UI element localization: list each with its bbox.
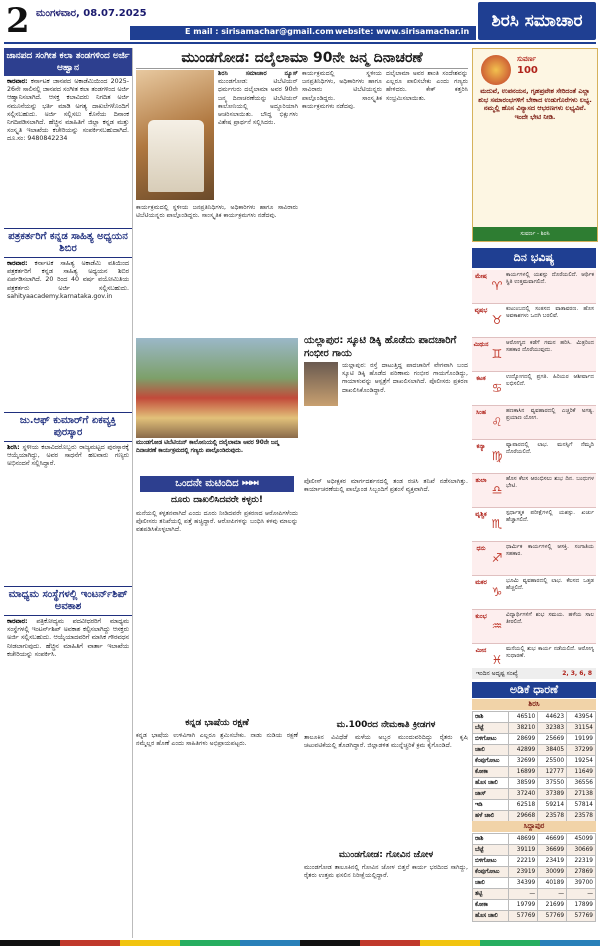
- price-value: 22319: [567, 856, 596, 867]
- price-value: 46699: [538, 834, 567, 845]
- masthead: [0, 0, 600, 44]
- market-title: ಅಡಿಕೆ ಧಾರಣೆ: [472, 682, 596, 698]
- variety-name: ಬಿಳಿಗೋಟು: [473, 856, 509, 867]
- horoscope-row: [472, 610, 596, 644]
- zodiac-icon: ♏: [491, 517, 503, 531]
- main-body-a: [218, 70, 298, 200]
- price-value: 19799: [509, 900, 538, 911]
- sign-prediction: ಭೂಮಿ ವ್ಯವಹಾರದಲ್ಲಿ ಲಾಭ. ಕೆಲಸದ ಒತ್ತಡ ಹೆಚ್ಚಲಿದೆ.: [506, 578, 594, 591]
- price-value: 28699: [509, 734, 538, 745]
- lucky-label: ಇಂದಿನ ಅದೃಷ್ಟ ಸಂಖ್ಯೆ: [476, 670, 518, 677]
- price-row: [473, 745, 596, 756]
- story1-body: [4, 76, 132, 228]
- price-value: 25669: [538, 734, 567, 745]
- price-value: 32699: [509, 756, 538, 767]
- ad-number: 100: [517, 65, 538, 76]
- variety-name: ಕೋಕಾ: [473, 900, 509, 911]
- ad-footer: ಸುವರ್ಣ - ಶಿರಸಿ: [473, 227, 597, 241]
- sign-name: ಧನು: [476, 545, 486, 552]
- zodiac-icon: ♍: [491, 449, 503, 463]
- price-row: [473, 834, 596, 845]
- price-value: 27138: [567, 789, 596, 800]
- price-value: 23419: [538, 856, 567, 867]
- zodiac-icon: ♊: [491, 347, 503, 361]
- sign-prediction: ಕಾರ್ಯಗಳಲ್ಲಿ ಯಶಸ್ಸು ದೊರೆಯಲಿದೆ. ಆರ್ಥಿಕ ಸ್ಥಿತಿ ಉತ್ತಮವಾಗಲಿದೆ.: [506, 272, 594, 285]
- sign-name: ಸಿಂಹ: [475, 409, 486, 416]
- sign-prediction: ಧಾರ್ಮಿಕ ಕಾರ್ಯಗಳಲ್ಲಿ ಆಸಕ್ತಿ. ಸಂಗಾತಿಯ ಸಹಕಾರ.: [506, 544, 594, 557]
- price-row: [473, 767, 596, 778]
- story4-lead: ಕಾರವಾರ:: [7, 618, 28, 625]
- price-value: 12777: [538, 767, 567, 778]
- price-value: 30099: [538, 867, 567, 878]
- horoscope-row: [472, 576, 596, 610]
- main-body-c: ದಲೈಲಾಮಾ ಅವರ ಶಾಂತಿ ಸಂದೇಶವನ್ನು ಎಲ್ಲರೂ ಪಾಲಿಸಬೇಕು ಎಂದು ಗಣ್ಯರು ಹೇಳಿದರು. ಕೇಕ್ ಕತ್ತರಿಸಿ ಸಂಭ್ರಮಿಸಲಾಯಿತು.: [386, 70, 468, 102]
- variety-name: ಇಡಿ: [473, 800, 509, 811]
- story2-body: [4, 258, 132, 412]
- advertisement: [472, 48, 598, 242]
- price-value: 62518: [509, 800, 538, 811]
- story2-headline-main: ಯಲ್ಲಾಪುರ: ಸ್ಕೂಟಿ ಡಿಕ್ಕಿ ಹೊಡೆದು ಪಾದಚಾರಿಗೆ ಗಂಭೀರ ಗಾಯ: [304, 335, 457, 359]
- zodiac-icon: ♉: [491, 313, 503, 327]
- story2-text-main: ಯಲ್ಲಾಪುರ: ರಸ್ತೆ ದಾಟುತ್ತಿದ್ದ ಪಾದಚಾರಿಗೆ ವೇಗವಾಗಿ ಬಂದ ಸ್ಕೂಟಿ ಡಿಕ್ಕಿ ಹೊಡೆದ ಪರಿಣಾಮ ಗಂಭೀರ ಗಾಯಗೊಂಡಿದ್ದು, ಗಾಯಾಳುವನ್ನು ಆಸ್ಪತ್ರೆಗೆ ದಾಖಲಿಸಲಾಗಿದೆ. ಪೊಲೀಸರು ಪ್ರಕರಣ ದಾಖಲಿಸಿಕೊಂಡಿದ್ದಾರೆ.: [342, 362, 468, 394]
- variety-name: ಜಾಸ್: [473, 789, 509, 800]
- story4-body: [4, 616, 132, 950]
- price-value: —: [567, 889, 596, 900]
- price-value: 19254: [567, 756, 596, 767]
- horoscope-row: [472, 474, 596, 508]
- price-row: [473, 811, 596, 822]
- ad-title: ಸುವರ್ಣ: [517, 55, 537, 63]
- horoscope-row: [472, 508, 596, 542]
- price-row: [473, 889, 596, 900]
- website-text: website: www.sirisamachar.in: [335, 27, 470, 36]
- masthead-rule: [4, 42, 596, 44]
- price-value: 57769: [538, 911, 567, 922]
- price-value: —: [538, 889, 567, 900]
- zodiac-icon: ♐: [491, 551, 503, 565]
- sign-name: ಕನ್ಯಾ: [476, 443, 486, 450]
- variety-name: ರಾಶಿ: [473, 834, 509, 845]
- horoscope-row: [472, 440, 596, 474]
- color-strip: [0, 940, 600, 946]
- price-value: 40189: [538, 878, 567, 889]
- box3-headline: ಕನ್ನಡ ಭಾಷೆಯ ರಕ್ಷಣೆ: [185, 718, 249, 728]
- price-row: [473, 778, 596, 789]
- main-text-a: ಮುಂಡಗೋಡ: ಟಿಬೆಟಿಯನ್ ಧರ್ಮಗುರು ದಲೈಲಾಮಾ ಅವರ 90ನೇ ಜನ್ಮ ದಿನಾಚರಣೆಯನ್ನು ಟಿಬೆಟಿಯನ್ ಕಾಲೋನಿಯಲ್ಲಿ ಅದ್ದೂರಿಯಾಗಿ ಆಚರಿಸಲಾಯಿತು. ಬೌದ್ಧ ಭಿಕ್ಷುಗಳು ವಿಶೇಷ ಪ್ರಾರ್ಥನೆ ಸಲ್ಲಿಸಿದರು.: [218, 78, 298, 127]
- event-photo: [136, 70, 214, 200]
- box4-text: ಮುಂಡಗೋಡ ತಾಲೂಕಿನಲ್ಲಿ ಗೋವಿನ ಜೋಳ ಬಿತ್ತನೆ ಕಾರ್ಯ ಭರದಿಂದ ಸಾಗಿದ್ದು, ರೈತರು ಉತ್ತಮ ಫಸಲಿನ ನಿರೀಕ್ಷೆಯಲ್ಲಿದ್ದಾರೆ.: [304, 864, 468, 880]
- zodiac-icon: ♌: [491, 415, 503, 429]
- price-value: 37240: [509, 789, 538, 800]
- variety-name: ಬಿಳಿಗೋಟು: [473, 734, 509, 745]
- siddapur-market-label: ಸಿದ್ದಾಪುರ: [472, 821, 596, 832]
- price-value: 23578: [567, 811, 596, 822]
- variety-name: ರಾಶಿ: [473, 712, 509, 723]
- price-value: 27869: [567, 867, 596, 878]
- price-value: 43954: [567, 712, 596, 723]
- price-value: 48699: [509, 834, 538, 845]
- story3-headline: ಜು.ಆಫ್ ಕುಮಾರ್‌ಗೆ ಏಕವ್ಯಕ್ತಿ ಪುರಸ್ಕಾರ: [4, 412, 132, 442]
- price-value: 38599: [509, 778, 538, 789]
- variety-name: ತಟ್ಟಿ: [473, 889, 509, 900]
- box2-text: ತಾಲೂಕಿನ ವಿವಿಧೆಡೆ ಮಳೆಯ ಅಬ್ಬರ ಮುಂದುವರಿದಿದ್ದು ರೈತರು ಕೃಷಿ ಚಟುವಟಿಕೆಯಲ್ಲಿ ತೊಡಗಿದ್ದಾರೆ. ಜಿಲ್ಲಾಡಳಿತ ಮುನ್ನೆಚ್ಚರಿಕೆ ಕ್ರಮ ಕೈಗೊಂಡಿದೆ.: [304, 734, 468, 750]
- price-value: 23919: [509, 867, 538, 878]
- story3-body: [4, 442, 132, 586]
- horoscope-title: ದಿನ ಭವಿಷ್ಯ: [472, 248, 596, 268]
- sirsi-price-table: [472, 711, 596, 822]
- price-value: 37299: [567, 745, 596, 756]
- horoscope-row: [472, 338, 596, 372]
- price-value: 57769: [509, 911, 538, 922]
- lucky-values: 2, 3, 6, 8: [562, 670, 592, 677]
- sign-prediction: ಉದ್ಯೋಗದಲ್ಲಿ ಪ್ರಗತಿ. ಹಿರಿಯರ ಆಶೀರ್ವಾದ ಲಭಿಸಲಿದೆ.: [506, 374, 594, 387]
- price-row: [473, 789, 596, 800]
- zodiac-icon: ♓: [491, 653, 503, 667]
- price-row: [473, 856, 596, 867]
- price-value: 31154: [567, 723, 596, 734]
- price-value: 22219: [509, 856, 538, 867]
- price-value: 11649: [567, 767, 596, 778]
- main-column: [136, 48, 468, 938]
- box4-headline: ಮುಂಡಗೋಡ: ಗೋವಿನ ಜೋಳ: [338, 850, 434, 860]
- sign-name: ಮಿಥುನ: [473, 341, 489, 348]
- email-text: E mail : sirisamachar@gmail.com: [185, 27, 334, 36]
- zodiac-icon: ♎: [491, 483, 503, 497]
- price-value: 38405: [538, 745, 567, 756]
- variety-name: ಚಾಲಿ: [473, 745, 509, 756]
- zodiac-icon: ♈: [491, 279, 503, 293]
- variety-name: ಹೊಸ ಚಾಲಿ: [473, 911, 509, 922]
- price-row: [473, 712, 596, 723]
- variety-name: ಬೆಟ್ಟೆ: [473, 845, 509, 856]
- date-line: ಮಂಗಳವಾರ, 08.07.2025: [36, 8, 147, 19]
- person-photo: [304, 362, 338, 406]
- sign-prediction: ಹೊಸ ಕೆಲಸ ಆರಂಭಿಸಲು ಶುಭ ದಿನ. ಬಂಧುಗಳ ಭೇಟಿ.: [506, 476, 594, 489]
- price-row: [473, 878, 596, 889]
- continued-text-b: ಪೊಲೀಸ್ ಅಧೀಕ್ಷಕರ ಮಾರ್ಗದರ್ಶನದಲ್ಲಿ ತಂಡ ರಚಿಸಿ ತನಿಖೆ ನಡೆಸಲಾಗಿತ್ತು. ಕಾರ್ಯಾಚರಣೆಯಲ್ಲಿ ಪಾಲ್ಗೊಂಡ ಸಿಬ್ಬಂದಿಗೆ ಪ್ರಶಂಸೆ ವ್ಯಕ್ತವಾಗಿದೆ.: [304, 478, 468, 494]
- right-column: [472, 48, 596, 938]
- deity-icon: [481, 55, 511, 85]
- ad-text: ಮದುವೆ, ಉಪನಯನ, ಗೃಹಪ್ರವೇಶ ಸೇರಿದಂತೆ ಎಲ್ಲಾ ಶುಭ ಸಮಾರಂಭಗಳಿಗೆ ಬೇಕಾದ ಉಡುಗೊರೆಗಳು ಲಭ್ಯ. ನಮ್ಮಲ್ಲಿ ಹೊಸ ವಿನ್ಯಾಸದ ಆಭರಣಗಳು ಲಭ್ಯವಿವೆ. ಇಂದೇ ಭೇಟಿ ನೀಡಿ.: [478, 87, 592, 121]
- zodiac-icon: ♑: [491, 585, 503, 599]
- price-row: [473, 756, 596, 767]
- photo-caption: ಮುಂಡಗೋಡ ಟಿಬೆಟಿಯನ್ ಕಾಲೋನಿಯಲ್ಲಿ ದಲೈಲಾಮಾ ಅವರ 90ನೇ ಜನ್ಮ ದಿನಾಚರಣೆ ಕಾರ್ಯಕ್ರಮದಲ್ಲಿ ಗಣ್ಯರು ಪಾಲ್ಗೊಂಡಿರುವುದು.: [136, 440, 279, 454]
- price-value: 44623: [538, 712, 567, 723]
- price-value: 34399: [509, 878, 538, 889]
- price-value: 21699: [538, 900, 567, 911]
- horoscope-row: [472, 270, 596, 304]
- continued-banner: ಒಂದನೇ ಮಟಿಂದಿದ ⏭⏭: [140, 476, 294, 492]
- price-value: 46510: [509, 712, 538, 723]
- main-headline: ಮುಂಡಗೋಡ: ದಲೈಲಾಮಾ 90ನೇ ಜನ್ಮ ದಿನಾಚರಣೆ: [136, 48, 468, 69]
- price-value: 25500: [538, 756, 567, 767]
- story2-text: ಕರ್ನಾಟಕ ಸಾಹಿತ್ಯ ಅಕಾಡೆಮಿ ವತಿಯಿಂದ ಪತ್ರಕರ್ತರಿಗೆ ಕನ್ನಡ ಸಾಹಿತ್ಯ ಅಧ್ಯಯನ ಶಿಬಿರ ಏರ್ಪಡಿಸಲಾಗಿದೆ. 20 ರಿಂದ 40 ವರ್ಷ ವಯೋಮಿತಿಯ ಪತ್ರಕರ್ತರು ಅರ್ಜಿ ಸಲ್ಲಿಸಬಹುದು. sahityaacademy.karnataka.gov.in: [7, 260, 129, 300]
- price-row: [473, 734, 596, 745]
- price-value: 57769: [567, 911, 596, 922]
- sign-prediction: ಕುಟುಂಬದಲ್ಲಿ ಸಂತಸದ ವಾತಾವರಣ. ಹೊಸ ಅವಕಾಶಗಳು ಒದಗಿ ಬರಲಿವೆ.: [506, 306, 594, 319]
- story1-headline: ಜಾನಪದ ಸಂಗೀತ ಕಲಾ ತಂಡಗಳಿಂದ ಅರ್ಜಿ ಆಹ್ವಾನ: [4, 48, 132, 76]
- sign-prediction: ಮನೆಯಲ್ಲಿ ಶುಭ ಕಾರ್ಯ ನಡೆಯಲಿದೆ. ಆರೋಗ್ಯ ಸುಧಾರಣೆ.: [506, 646, 594, 659]
- sirsi-market-label: ಶಿರಸಿ: [472, 699, 596, 710]
- box2-headline: ಮ.100ರದ ನೇಮಕಾತಿ ಕ್ರೀಡಗಳ: [336, 720, 436, 730]
- main-body-b: ಕಾರ್ಯಕ್ರಮದಲ್ಲಿ ಸ್ಥಳೀಯ ಜನಪ್ರತಿನಿಧಿಗಳು, ಅಧಿಕಾರಿಗಳು ಹಾಗೂ ಸಾವಿರಾರು ಟಿಬೆಟಿಯನ್ನರು ಪಾಲ್ಗೊಂಡಿದ್ದರು. ಸಾಂಸ್ಕೃತಿಕ ಕಾರ್ಯಕ್ರಮಗಳು ನಡೆದವು.: [302, 70, 382, 110]
- price-value: 37389: [538, 789, 567, 800]
- sign-name: ಮಕರ: [475, 579, 487, 586]
- price-row: [473, 723, 596, 734]
- price-value: 16899: [509, 767, 538, 778]
- page-number: 2: [6, 1, 30, 41]
- variety-name: ಕೋಕಾ: [473, 767, 509, 778]
- cake-image: [148, 120, 204, 192]
- price-row: [473, 911, 596, 922]
- left-column: [4, 48, 133, 938]
- story3-lead: ಶಿರಸಿ:: [7, 444, 20, 451]
- price-value: 38210: [509, 723, 538, 734]
- price-value: 32383: [538, 723, 567, 734]
- variety-name: ಕೆಂಪುಗೋಟು: [473, 867, 509, 878]
- price-value: 36699: [538, 845, 567, 856]
- horoscope-row: [472, 542, 596, 576]
- main-body-d: ಕಾರ್ಯಕ್ರಮದಲ್ಲಿ ಸ್ಥಳೀಯ ಜನಪ್ರತಿನಿಧಿಗಳು, ಅಧಿಕಾರಿಗಳು ಹಾಗೂ ಸಾವಿರಾರು ಟಿಬೆಟಿಯನ್ನರು ಪಾಲ್ಗೊಂಡಿದ್ದರು. ಸಾಂಸ್ಕೃತಿಕ ಕಾರ್ಯಕ್ರಮಗಳು ನಡೆದವು.: [136, 204, 298, 220]
- zodiac-icon: ♋: [491, 381, 503, 395]
- horoscope-row: [472, 406, 596, 440]
- price-value: 57814: [567, 800, 596, 811]
- horoscope-list: [472, 270, 596, 678]
- siddapur-price-table: [472, 833, 596, 922]
- story1-text: ಕರ್ನಾಟಕ ಜಾನಪದ ಅಕಾಡೆಮಿಯಿಂದ 2025-26ನೇ ಸಾಲಿನಲ್ಲಿ ಜಾನಪದ ಸಂಗೀತ ಕಲಾ ತಂಡಗಳಿಂದ ಅರ್ಜಿ ಆಹ್ವಾನಿಸಲಾಗಿದೆ. ಆಸಕ್ತ ಕಲಾವಿದರು ನಿಗದಿತ ಅರ್ಜಿ ನಮೂನೆಯನ್ನು ಭರ್ತಿ ಮಾಡಿ ಅಗತ್ಯ ದಾಖಲೆಗಳೊಂದಿಗೆ ಸಲ್ಲಿಸಬಹುದು. ಅರ್ಜಿ ಸಲ್ಲಿಸಲು ಕೊನೆಯ ದಿನಾಂಕ ನಿಗದಿಪಡಿಸಲಾಗಿದೆ. ಹೆಚ್ಚಿನ ಮಾಹಿತಿಗೆ ಜಿಲ್ಲಾ ಕನ್ನಡ ಮತ್ತು ಸಂಸ್ಕೃತಿ ಇಲಾಖೆಯ ಕಚೇರಿಯನ್ನು ಸಂಪರ್ಕಿಸಬಹುದಾಗಿದೆ. ದೂ.ಸಂ: 9480842234: [7, 78, 129, 143]
- price-row: [473, 800, 596, 811]
- price-value: 36556: [567, 778, 596, 789]
- main-lead: ಶಿರಸಿ ಸಮಾಚಾರ ನ್ಯೂಸ್: [218, 70, 298, 77]
- price-value: —: [509, 889, 538, 900]
- sign-prediction: ಹಣಕಾಸಿನ ವ್ಯವಹಾರದಲ್ಲಿ ಎಚ್ಚರಿಕೆ ಅಗತ್ಯ. ಪ್ರಯಾಣ ಯೋಗ.: [506, 408, 594, 421]
- sign-prediction: ಸ್ಪರ್ಧಾತ್ಮಕ ಪರೀಕ್ಷೆಗಳಲ್ಲಿ ಯಶಸ್ಸು. ಖರ್ಚು ಹೆಚ್ಚಾಗಲಿದೆ.: [506, 510, 594, 523]
- variety-name: ಚಾಲಿ: [473, 878, 509, 889]
- story2-lead: ಕಾರವಾರ:: [7, 260, 28, 267]
- price-value: 19199: [567, 734, 596, 745]
- price-value: 23578: [538, 811, 567, 822]
- sign-name: ವೃಷಭ: [474, 307, 488, 314]
- price-value: 30669: [567, 845, 596, 856]
- story3-text: ಸ್ಥಳೀಯ ಕಲಾವಿದರೊಬ್ಬರು ರಾಜ್ಯಮಟ್ಟದ ಪುರಸ್ಕಾರಕ್ಕೆ ಆಯ್ಕೆಯಾಗಿದ್ದು, ಅವರ ಸಾಧನೆಗೆ ಹಲವಾರು ಗಣ್ಯರು ಅಭಿನಂದನೆ ಸಲ್ಲಿಸಿದ್ದಾರೆ.: [7, 444, 129, 468]
- price-value: 17899: [567, 900, 596, 911]
- price-row: [473, 867, 596, 878]
- variety-name: ಬೆಟ್ಟೆ: [473, 723, 509, 734]
- sign-name: ಕುಂಭ: [475, 613, 487, 620]
- sign-name: ಕಟಕ: [476, 375, 486, 382]
- continued-text-a: ಮನೆಯಲ್ಲಿ ಕಳ್ಳತನವಾಗಿದೆ ಎಂದು ದೂರು ನೀಡಿದವರೇ ಪ್ರಕರಣದ ಆರೋಪಿಗಳೆಂದು ಪೊಲೀಸರು ತನಿಖೆಯಲ್ಲಿ ಪತ್ತೆ ಹಚ್ಚಿದ್ದಾರೆ. ಆರೋಪಿಗಳನ್ನು ಬಂಧಿಸಿ ಕಳವು ಮಾಲನ್ನು ವಶಪಡಿಸಿಕೊಳ್ಳಲಾಗಿದೆ.: [136, 510, 298, 534]
- sign-prediction: ವ್ಯಾಪಾರದಲ್ಲಿ ಲಾಭ. ಮನಸ್ಸಿಗೆ ನೆಮ್ಮದಿ ದೊರೆಯಲಿದೆ.: [506, 442, 594, 455]
- price-value: 59214: [538, 800, 567, 811]
- zodiac-icon: ♒: [491, 619, 503, 633]
- price-value: 42899: [509, 745, 538, 756]
- continued-subhead: ದೂರು ದಾಖಲಿಸಿದವರೇ ಕಳ್ಳರು!: [170, 495, 264, 505]
- price-value: 39700: [567, 878, 596, 889]
- ceremony-photo: [136, 338, 298, 438]
- story2-headline: ಪತ್ರಕರ್ತರಿಗೆ ಕನ್ನಡ ಸಾಹಿತ್ಯ ಅಧ್ಯಯನ ಶಿಬಿರ: [4, 228, 132, 258]
- price-row: [473, 845, 596, 856]
- sign-prediction: ಆರೋಗ್ಯದ ಕಡೆಗೆ ಗಮನ ಹರಿಸಿ. ಮಿತ್ರರಿಂದ ಸಹಕಾರ ದೊರೆಯುವುದು.: [506, 340, 594, 353]
- story4-headline: ಮಾಧ್ಯಮ ಸಂಸ್ಥೆಗಳಲ್ಲಿ ಇಂಟರ್ನ್‌ಶಿಪ್ ಅವಕಾಶ: [4, 586, 132, 616]
- variety-name: ಹೊಸ ಚಾಲಿ: [473, 778, 509, 789]
- variety-name: ಹಳೆ ಚಾಲಿ: [473, 811, 509, 822]
- price-value: 39119: [509, 845, 538, 856]
- story1-lead: ಕಾರವಾರ:: [7, 78, 28, 85]
- sign-name: ವೃಶ್ಚಿಕ: [475, 511, 487, 518]
- horoscope-row: [472, 304, 596, 338]
- price-value: 45099: [567, 834, 596, 845]
- sign-prediction: ವಿದ್ಯಾರ್ಥಿಗಳಿಗೆ ಶುಭ ಸಮಯ. ಹಳೆಯ ಸಾಲ ತೀರಲಿದೆ.: [506, 612, 594, 625]
- price-row: [473, 900, 596, 911]
- lucky-numbers: [472, 668, 596, 679]
- price-value: 37550: [538, 778, 567, 789]
- brand-logo: ಶಿರಸಿ ಸಮಾಚಾರ: [478, 2, 596, 40]
- sign-name: ತುಲಾ: [475, 477, 487, 484]
- box3-text: ಕನ್ನಡ ಭಾಷೆಯ ಉಳಿವಿಗಾಗಿ ಎಲ್ಲರೂ ಶ್ರಮಿಸಬೇಕು. ನಾಡು ನುಡಿಯ ರಕ್ಷಣೆ ನಮ್ಮೆಲ್ಲರ ಹೊಣೆ ಎಂದು ಸಾಹಿತಿಗಳು ಅಭಿಪ್ರಾಯಪಟ್ಟರು.: [136, 732, 298, 748]
- sign-name: ಮೇಷ: [475, 273, 487, 280]
- sign-name: ಮೀನ: [475, 647, 487, 654]
- horoscope-row: [472, 372, 596, 406]
- story4-text: ಪತ್ರಿಕೋದ್ಯಮ ಪದವೀಧರರಿಗೆ ಮಾಧ್ಯಮ ಸಂಸ್ಥೆಗಳಲ್ಲಿ ಇಂಟರ್ನ್‌ಶಿಪ್ ಅವಕಾಶ ಕಲ್ಪಿಸಲಾಗಿದ್ದು ಆಸಕ್ತರು ಅರ್ಜಿ ಸಲ್ಲಿಸಬಹುದು. ಆಯ್ಕೆಯಾದವರಿಗೆ ಮಾಸಿಕ ಗೌರವಧನ ನೀಡಲಾಗುವುದು. ಹೆಚ್ಚಿನ ಮಾಹಿತಿಗೆ ವಾರ್ತಾ ಇಲಾಖೆಯ ಕಚೇರಿಯನ್ನು ಸಂಪರ್ಕಿಸಿ.: [7, 618, 129, 658]
- price-value: 29668: [509, 811, 538, 822]
- variety-name: ಕೆಂಪುಗೋಟು: [473, 756, 509, 767]
